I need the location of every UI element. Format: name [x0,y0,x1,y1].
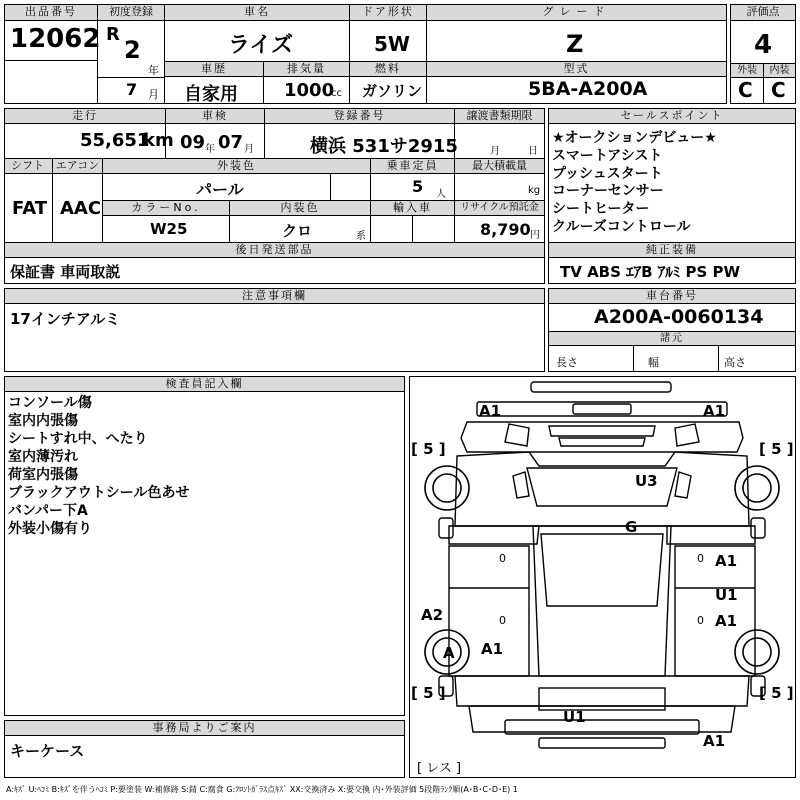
sales-points-header: セールスポイント [549,109,795,124]
grade-header: グレード [427,5,726,21]
grade-value: Z [566,30,584,58]
interior-color-value: クロ [282,222,313,240]
capacity-unit: 人 [436,189,446,200]
legend: A:ｷｽﾞ U:ﾍｺﾐ B:ｷｽﾞを伴うﾍｺﾐ P:要塗装 W:補修跡 S:錆 C:腐食 G:ﾌﾛﾝﾄｶﾞﾗｽ点ｷｽﾞ XX:交換済み X:要交換 内･外装評価 5段階ﾗﾝｸ順(A･B･C･D･E) 1 [6,785,518,794]
sales-points-list [552,130,792,237]
displacement-header: 排気量 [264,62,349,77]
mark-spare: [ レス ] [417,761,462,776]
notes-value: 17インチアルミ [10,310,121,328]
displacement-unit: cc [331,88,342,99]
transfer-header: 譲渡書類期限 [455,109,544,124]
inspector-header: 検査員記入欄 [5,377,404,392]
sales-point-item: プッシュスタート [552,165,663,182]
chassis-value: A200A-0060134 [594,306,764,328]
interior-color-header: 内装色 [230,201,370,216]
mark-tire-fr: [ 5 ] [759,440,794,458]
load-unit: kg [528,185,541,196]
first-reg-month: 7 [126,80,138,99]
inspector-note: ブラックアウトシール色あせ [8,485,190,501]
aircon-header: エアコン [53,159,102,174]
aircon-value: AAC [60,198,102,219]
mark-u3: U3 [635,472,658,490]
recycle-value: 8,790 [480,220,531,239]
sales-point-item: クルーズコントロール [552,218,691,235]
inspection-year-unit: 年 [205,144,215,155]
capacity-value: 5 [412,177,424,196]
inspection-month: 07 [218,132,244,153]
mark-zero-r2: 0 [697,614,704,627]
car-diagram [409,376,796,778]
sales-point-item: シートヒーター [552,201,650,218]
inspector-note: コンソール傷 [8,395,92,411]
month-unit: 月 [148,88,159,101]
inspector-note: 室内薄汚れ [8,449,78,465]
history-value: 自家用 [184,84,238,105]
transfer-month-unit: 月 [490,146,500,157]
inspection-month-unit: 月 [244,144,254,155]
mark-g: G [625,518,638,536]
interior-grade-header: 内装 [764,64,795,78]
inspector-note: シートすれ中、へたり [8,431,148,447]
dim-length-label: 長さ [556,356,578,369]
recycle-header: リサイクル預託金 [455,201,544,216]
mark-a1-left-rear: A1 [481,640,504,658]
mileage-unit: km [143,130,174,151]
plate-value: 横浜 531サ2915 [310,136,458,157]
interior-color-unit: 系 [356,231,366,242]
lot-no-header: 出品番号 [5,5,97,21]
mark-a-wheel: A [443,644,455,662]
color-no-header: カラーNo. [103,201,229,216]
later-parts-header: 後日発送部品 [5,243,544,258]
inspector-note: 室内内張傷 [8,413,78,429]
notes-header: 注意事項欄 [5,289,544,304]
mark-tire-rl: [ 5 ] [411,684,446,702]
sales-point-item: ★オークションデビュー★ [552,130,717,146]
transfer-day-unit: 日 [528,146,538,157]
doors-value: 5W [374,32,410,56]
history-header: 車歴 [165,62,263,77]
mark-tire-fl: [ 5 ] [411,440,446,458]
car-name-header: 車名 [165,5,349,21]
plate-header: 登録番号 [265,109,454,124]
mark-a1-rear-bumper: A1 [703,732,726,750]
doors-header: ドア形状 [350,5,426,21]
mileage-header: 走行 [5,109,165,124]
genuine-equip-value: TV ABS ｴｱB ｱﾙﾐ PS PW [560,263,741,281]
score-header: 評価点 [731,5,795,21]
later-parts-value: 保証書 車両取説 [10,263,121,281]
fuel-value: ガソリン [362,82,423,100]
shift-value: FAT [12,198,48,219]
dim-width-label: 幅 [648,356,659,369]
office-header: 事務局よりご案内 [5,721,404,736]
import-header: 輸入車 [371,201,454,216]
interior-grade-value: C [771,78,786,102]
genuine-equip-header: 純正装備 [549,243,795,258]
car-name-value: ライズ [228,33,294,58]
mark-u1-right: U1 [715,586,738,604]
shift-header: シフト [5,159,52,174]
chassis-header: 車台番号 [549,289,795,304]
dim-height-label: 高さ [724,356,746,369]
mark-zero-r1: 0 [697,552,704,565]
mileage-value: 55,651 [80,130,150,151]
model-code-value: 5BA-A200A [528,78,648,100]
displacement-value: 1000 [284,80,335,101]
score-value: 4 [754,30,773,60]
recycle-unit: 円 [530,230,540,241]
fuel-header: 燃料 [350,62,426,77]
era-value: R [106,24,120,45]
color-no-value: W25 [150,220,188,238]
mark-a1-front-left: A1 [479,402,502,420]
inspector-note: バンパー下A [8,503,88,519]
model-code-header: 型式 [427,62,726,77]
capacity-header: 乗車定員 [371,159,454,174]
inspector-notes [8,394,398,538]
first-reg-year: 2 [124,36,141,64]
inspection-header: 車検 [166,109,264,124]
mark-zero-l2: 0 [499,614,506,627]
max-load-header: 最大積載量 [455,159,544,174]
inspection-year: 09 [180,132,206,153]
exterior-color-header: 外装色 [103,159,370,174]
mark-a1-right-door-rear: A1 [715,612,738,630]
exterior-grade-header: 外装 [731,64,763,78]
year-unit: 年 [148,64,159,77]
mark-a1-right-door-front: A1 [715,552,738,570]
mark-zero-l1: 0 [499,552,506,565]
lot-no-value: 12062 [10,24,101,54]
mark-u1-rear: U1 [563,708,586,726]
sales-point-item: コーナーセンサー [552,183,664,200]
dimensions-header: 諸元 [549,332,795,346]
exterior-grade-value: C [738,78,753,102]
mark-a1-front-right: A1 [703,402,726,420]
exterior-color-value: パール [196,180,244,199]
inspector-note: 荷室内張傷 [8,467,78,483]
inspector-note: 外装小傷有り [8,521,92,537]
office-value: キーケース [10,742,85,760]
first-reg-header: 初度登録 [98,5,164,21]
sales-point-item: スマートアシスト [552,147,663,164]
mark-a2-left: A2 [421,606,444,624]
mark-tire-rr: [ 5 ] [759,684,794,702]
